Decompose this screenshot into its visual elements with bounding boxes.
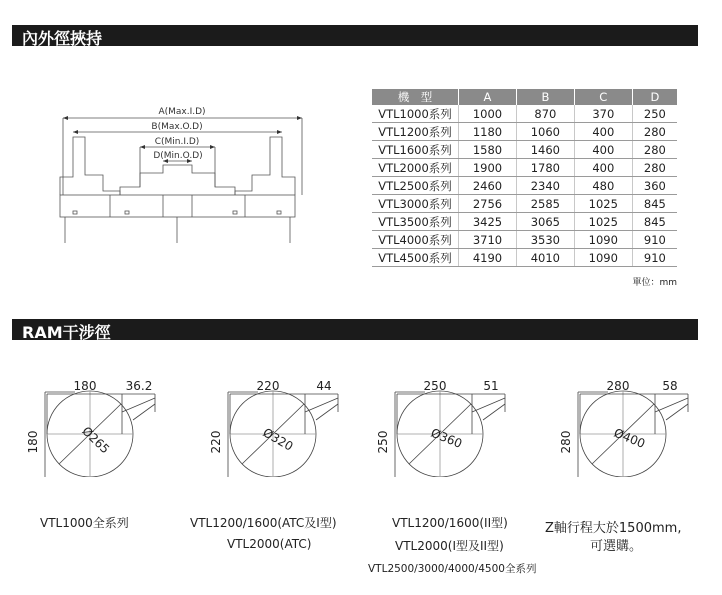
dim-label-c: C(Min.I.D) — [154, 137, 200, 147]
table-row — [372, 159, 677, 177]
cell-b: 1780 — [516, 159, 574, 177]
section-title: RAM干涉徑 — [22, 323, 111, 342]
ram-width-label: 220 — [256, 379, 280, 393]
section-header-chuck — [12, 25, 698, 46]
cell-c: 400 — [574, 123, 632, 141]
cell-c: 1025 — [574, 213, 632, 231]
cell-d: 910 — [632, 231, 677, 249]
header-model: 機 型 — [372, 89, 459, 105]
ram-offset-label: 58 — [662, 379, 678, 393]
ram-diagram-3 — [365, 372, 530, 477]
cell-d: 845 — [632, 195, 677, 213]
cell-d: 280 — [632, 159, 677, 177]
ram-width-label: 180 — [73, 379, 97, 393]
cell-a: 1580 — [459, 141, 517, 159]
cell-b: 1060 — [516, 123, 574, 141]
header-d: D — [632, 89, 677, 105]
dim-label-b: B(Max.O.D) — [151, 122, 203, 132]
table-row — [372, 249, 677, 267]
ram-height-label: 180 — [26, 430, 40, 454]
ram-diagram-4 — [548, 372, 713, 477]
table-row — [372, 177, 677, 195]
cell-a: 3425 — [459, 213, 517, 231]
ram-caption: VTL1200/1600(ATC及I型) — [190, 516, 337, 530]
header-a: A — [459, 89, 517, 105]
cell-c: 400 — [574, 141, 632, 159]
cell-model: VTL3500系列 — [372, 213, 459, 231]
cell-d: 250 — [632, 105, 677, 123]
cell-d: 280 — [632, 141, 677, 159]
cell-d: 845 — [632, 213, 677, 231]
cell-model: VTL4000系列 — [372, 231, 459, 249]
cell-model: VTL1600系列 — [372, 141, 459, 159]
cell-model: VTL3000系列 — [372, 195, 459, 213]
cell-c: 370 — [574, 105, 632, 123]
ram-width-label: 250 — [423, 379, 447, 393]
dim-label-d: D(Min.O.D) — [153, 151, 203, 161]
table-row — [372, 141, 677, 159]
ram-caption: VTL1000全系列 — [40, 516, 129, 530]
ram-caption: 可選購。 — [590, 539, 643, 554]
cell-b: 870 — [516, 105, 574, 123]
header-c: C — [574, 89, 632, 105]
table-row — [372, 105, 677, 123]
cell-a: 2756 — [459, 195, 517, 213]
cell-c: 1090 — [574, 231, 632, 249]
ram-height-label: 220 — [209, 430, 223, 454]
cell-a: 2460 — [459, 177, 517, 195]
ram-offset-label: 51 — [483, 379, 499, 393]
cell-a: 1000 — [459, 105, 517, 123]
ram-caption: VTL2000(ATC) — [227, 537, 312, 551]
ram-caption: VTL2500/3000/4000/4500全系列 — [368, 563, 537, 575]
ram-height-label: 280 — [559, 430, 573, 454]
ram-diagram-2 — [198, 372, 363, 477]
spec-table — [372, 89, 677, 267]
section-title: 內外徑挾持 — [22, 29, 103, 48]
cell-c: 480 — [574, 177, 632, 195]
cell-b: 4010 — [516, 249, 574, 267]
ram-diameter-label: Ø320 — [260, 425, 296, 454]
cell-a: 1180 — [459, 123, 517, 141]
cell-model: VTL1000系列 — [372, 105, 459, 123]
ram-offset-label: 36.2 — [125, 379, 153, 393]
ram-diameter-label: Ø265 — [79, 423, 113, 457]
table-row — [372, 123, 677, 141]
table-row — [372, 213, 677, 231]
cell-b: 1460 — [516, 141, 574, 159]
cell-c: 1090 — [574, 249, 632, 267]
cell-d: 910 — [632, 249, 677, 267]
unit-note: 單位：mm — [632, 278, 677, 288]
ram-diameter-label: Ø400 — [611, 425, 648, 451]
cell-c: 1025 — [574, 195, 632, 213]
cell-b: 3530 — [516, 231, 574, 249]
chuck-clamping-diagram — [45, 95, 310, 245]
ram-diagram-1 — [15, 372, 180, 477]
ram-offset-label: 44 — [316, 379, 332, 393]
ram-caption: VTL1200/1600(II型) — [392, 516, 508, 530]
cell-b: 2585 — [516, 195, 574, 213]
ram-caption: Z軸行程大於1500mm, — [545, 521, 682, 536]
cell-b: 3065 — [516, 213, 574, 231]
cell-a: 1900 — [459, 159, 517, 177]
table-row — [372, 231, 677, 249]
section-header-ram — [12, 319, 698, 340]
cell-model: VTL2500系列 — [372, 177, 459, 195]
cell-a: 4190 — [459, 249, 517, 267]
table-header-row — [372, 89, 677, 105]
cell-a: 3710 — [459, 231, 517, 249]
ram-width-label: 280 — [606, 379, 630, 393]
cell-d: 360 — [632, 177, 677, 195]
cell-model: VTL4500系列 — [372, 249, 459, 267]
dim-label-a: A(Max.I.D) — [158, 107, 206, 117]
cell-model: VTL1200系列 — [372, 123, 459, 141]
ram-caption: VTL2000(I型及II型) — [395, 539, 504, 553]
cell-c: 400 — [574, 159, 632, 177]
table-row — [372, 195, 677, 213]
ram-height-label: 250 — [376, 430, 390, 454]
cell-model: VTL2000系列 — [372, 159, 459, 177]
cell-b: 2340 — [516, 177, 574, 195]
cell-d: 280 — [632, 123, 677, 141]
header-b: B — [516, 89, 574, 105]
ram-diameter-label: Ø360 — [428, 425, 465, 451]
